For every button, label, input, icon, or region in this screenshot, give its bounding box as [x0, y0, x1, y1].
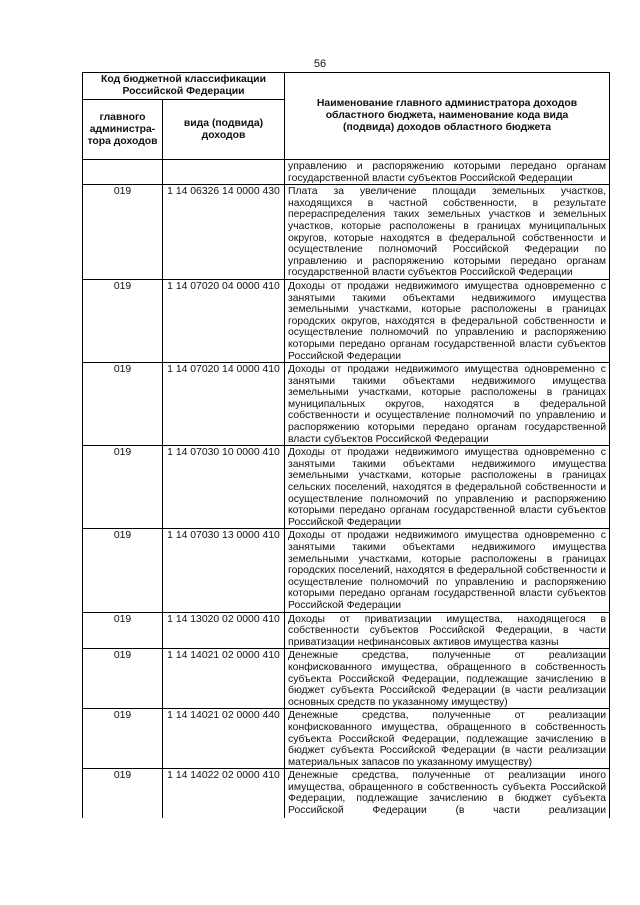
revenue-code-cell: 1 14 14022 02 0000 410: [163, 769, 285, 819]
admin-code-cell: 019: [83, 769, 163, 819]
revenue-name-cell: Доходы от продажи недвижимого имущества одновременно с занятыми такими объектами недвижимого имущества земельными участками, которые расположены в границах городских округов, находятся в федеральной собственности и осуществление полномочий по управлению и распоряжению которыми передано органам государственной власти субъектов Российской Федерации: [285, 279, 610, 362]
table-row: [83, 363, 610, 446]
admin-code-cell: 019: [83, 185, 163, 280]
revenue-code-cell: 1 14 07020 04 0000 410: [163, 279, 285, 362]
revenue-code-cell: 1 14 07030 10 0000 410: [163, 446, 285, 529]
revenue-name-cell: Доходы от продажи недвижимого имущества одновременно с занятыми такими объектами недвижимого имущества земельными участками, которые расположены в границах муниципальных округов, находятся в федеральной собственности и осуществление полномочий по управлению и распоряжению которыми передано органам государственной власти субъектов Российской Федерации: [285, 363, 610, 446]
admin-code-cell: 019: [83, 363, 163, 446]
table-row: [83, 185, 610, 280]
admin-code-cell: 019: [83, 612, 163, 649]
table-row: [83, 160, 610, 185]
admin-code-cell: 019: [83, 446, 163, 529]
header-main-administrator: главного администра-тора доходов: [83, 100, 163, 160]
revenue-name-cell: Плата за увеличение площади земельных участков, находящихся в частной собственности, в результате перераспределения таких земельных участков и земельных участков, которые расположены в границах муниципальных округов, которые находятся в федеральной собственности и осуществление полномочий Российской Федерации по управлению и распоряжению которыми передано органам государственной власти субъектов Российской Федерации: [285, 185, 610, 280]
admin-code-cell: 019: [83, 649, 163, 709]
revenue-name-cell: Доходы от продажи недвижимого имущества одновременно с занятыми такими объектами недвижимого имущества земельными участками, которые расположены в границах сельских поселений, находятся в федеральной собственности и осуществление полномочий по управлению и распоряжению которыми передано органам государственной власти субъектов Российской Федерации: [285, 446, 610, 529]
revenue-classification-table: [82, 72, 610, 818]
admin-code-cell: [83, 160, 163, 185]
revenue-name-cell: Денежные средства, полученные от реализации иного имущества, обращенного в собственность субъекта Российской Федерации, подлежащие зачислению в бюджет субъекта Российской Федерации (в части реализации: [285, 769, 610, 819]
revenue-code-cell: 1 14 06326 14 0000 430: [163, 185, 285, 280]
revenue-name-cell: Денежные средства, полученные от реализации конфискованного имущества, обращенного в собственность субъекта Российской Федерации, подлежащие зачислению в бюджет субъекта Российской Федерации (в части реализации материальных запасов по указанному имуществу): [285, 709, 610, 769]
admin-code-cell: 019: [83, 279, 163, 362]
table-row: [83, 769, 610, 819]
revenue-code-cell: 1 14 07030 13 0000 410: [163, 529, 285, 612]
table-row: [83, 709, 610, 769]
revenue-code-cell: 1 14 14021 02 0000 440: [163, 709, 285, 769]
table-row: [83, 529, 610, 612]
revenue-code-cell: 1 14 13020 02 0000 410: [163, 612, 285, 649]
revenue-code-cell: 1 14 14021 02 0000 410: [163, 649, 285, 709]
revenue-code-cell: [163, 160, 285, 185]
table-row: [83, 612, 610, 649]
revenue-name-cell: управлению и распоряжению которыми передано органам государственной власти субъектов Российской Федерации: [285, 160, 610, 185]
table-row: [83, 649, 610, 709]
revenue-name-cell: Доходы от приватизации имущества, находящегося в собственности субъектов Российской Федерации, в части приватизации нефинансовых активов имущества казны: [285, 612, 610, 649]
revenue-name-cell: Денежные средства, полученные от реализации конфискованного имущества, обращенного в собственность субъекта Российской Федерации, подлежащие зачислению в бюджет субъекта Российской Федерации (в части реализации основных средств по указанному имуществу): [285, 649, 610, 709]
table-row: [83, 446, 610, 529]
header-budget-classification-code: Код бюджетной классификации Российской Федерации: [83, 73, 285, 100]
table-row: [83, 279, 610, 362]
header-revenue-type: вида (подвида) доходов: [163, 100, 285, 160]
revenue-code-cell: 1 14 07020 14 0000 410: [163, 363, 285, 446]
page-number: 56: [313, 58, 327, 70]
admin-code-cell: 019: [83, 709, 163, 769]
header-administrator-name: Наименование главного администратора доходов областного бюджета, наименование кода вида (подвида) доходов областного бюджета: [285, 73, 610, 160]
revenue-name-cell: Доходы от продажи недвижимого имущества одновременно с занятыми такими объектами недвижимого имущества земельными участками, которые расположены в границах городских поселений, находятся в федеральной собственности и осуществление полномочий по управлению и распоряжению которыми передано органам государственной власти субъектов Российской Федерации: [285, 529, 610, 612]
admin-code-cell: 019: [83, 529, 163, 612]
